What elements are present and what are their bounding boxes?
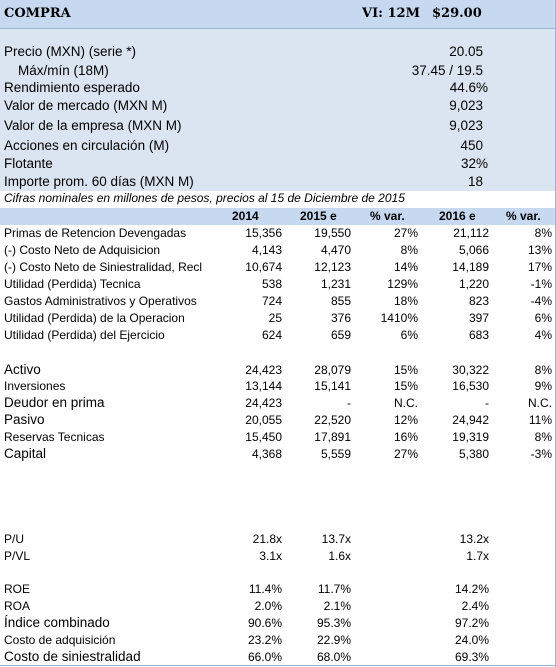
- row-value: 15,356: [245, 226, 282, 240]
- row-value: -4%: [530, 294, 552, 308]
- row-value: 1.7x: [466, 549, 489, 563]
- rating-label: COMPRA: [4, 6, 71, 21]
- info-row: [0, 44, 556, 63]
- table-row: [0, 581, 556, 598]
- row-value: 18%: [393, 294, 418, 308]
- row-label: (-) Costo Neto de Adquisicion: [4, 243, 161, 257]
- row-value: 2.4%: [461, 599, 489, 613]
- table-row: [0, 276, 556, 293]
- row-value: 4,470: [320, 243, 351, 257]
- row-value: 11.4%: [248, 582, 282, 596]
- row-label: ROA: [4, 599, 31, 613]
- row-label: Deudor en prima: [4, 395, 105, 410]
- row-value: 855: [330, 294, 351, 308]
- info-row: [0, 118, 556, 137]
- row-value: 11.7%: [317, 582, 351, 596]
- table-row: [0, 446, 556, 463]
- row-value: 3.1x: [259, 549, 282, 563]
- row-value: 15,141: [314, 379, 351, 393]
- row-value: 27%: [393, 226, 418, 240]
- table-row: [0, 327, 556, 344]
- row-value: 376: [330, 311, 351, 325]
- row-label: Gastos Administrativos y Operativos: [4, 294, 197, 308]
- table-row: [0, 429, 556, 446]
- row-value: 6%: [400, 328, 418, 342]
- info-row: [0, 80, 556, 99]
- row-value: 17,891: [314, 430, 351, 444]
- row-value: 17%: [527, 260, 552, 274]
- info-label: Valor de mercado (MXN M): [4, 98, 168, 113]
- row-value: 24.0%: [454, 633, 489, 647]
- info-row: [0, 138, 556, 157]
- info-label: Rendimiento esperado: [4, 80, 140, 95]
- row-value: 2.0%: [254, 599, 282, 613]
- row-value: 683: [468, 328, 489, 342]
- row-value: 12%: [393, 413, 418, 427]
- row-value: 5,380: [458, 447, 489, 461]
- row-value: 6%: [534, 311, 552, 325]
- row-label: Utilidad (Perdida) Tecnica: [4, 277, 141, 291]
- row-value: 10,674: [245, 260, 282, 274]
- col-2016e: 2016 e: [439, 209, 476, 223]
- row-value: 69.3%: [454, 650, 489, 664]
- col-var-2016: % var.: [506, 209, 541, 223]
- row-value: -: [485, 396, 489, 410]
- row-value: 624: [261, 328, 282, 342]
- info-label: Flotante: [4, 156, 53, 171]
- row-value: 27%: [393, 447, 418, 461]
- info-value: 37.45 / 19.5: [411, 63, 483, 78]
- row-value: N.C.: [528, 396, 552, 410]
- row-label: (-) Costo Neto de Siniestralidad, Recl: [4, 260, 203, 274]
- row-value: 22,520: [314, 413, 351, 427]
- table-row: [0, 598, 556, 615]
- table-row: [0, 310, 556, 327]
- info-row: [0, 156, 556, 175]
- col-var-2015: % var.: [370, 209, 405, 223]
- info-value: 9,023: [449, 118, 483, 133]
- info-value: 32%: [460, 156, 488, 171]
- row-value: 538: [261, 277, 282, 291]
- row-value: 16,530: [452, 379, 489, 393]
- row-value: 8%: [534, 226, 552, 240]
- row-value: 397: [468, 311, 489, 325]
- row-label: Reservas Tecnicas: [4, 430, 105, 444]
- info-value: 44.6%: [449, 80, 488, 95]
- row-label: Índice combinado: [4, 615, 110, 630]
- row-value: 19,550: [314, 226, 351, 240]
- row-value: 24,423: [245, 363, 282, 377]
- info-label: Valor de la empresa (MXN M): [4, 118, 182, 133]
- row-value: 66.0%: [247, 650, 282, 664]
- table-row: [0, 649, 556, 666]
- row-value: 11%: [528, 413, 552, 427]
- table-row: [0, 632, 556, 649]
- row-label: Costo de siniestralidad: [4, 649, 141, 664]
- info-value: 18: [467, 174, 483, 189]
- info-value: 20.05: [449, 44, 483, 59]
- row-value: 2.1%: [323, 599, 351, 613]
- table-header: [0, 208, 556, 225]
- row-value: 19,319: [452, 430, 489, 444]
- table-row: [0, 259, 556, 276]
- row-value: 14%: [393, 260, 418, 274]
- row-value: 15,450: [245, 430, 282, 444]
- row-value: -3%: [530, 447, 552, 461]
- row-value: 90.6%: [247, 616, 282, 630]
- table-row: [0, 378, 556, 395]
- row-value: 21,112: [453, 226, 489, 240]
- info-label: Máx/mín (18M): [18, 63, 109, 78]
- info-row: [0, 98, 556, 117]
- horizon-label: VI: 12M: [362, 6, 420, 21]
- info-value: 9,023: [449, 98, 483, 113]
- row-value: 15%: [393, 363, 418, 377]
- row-value: 15%: [393, 379, 418, 393]
- table-row: [0, 225, 556, 242]
- row-value: 30,322: [452, 363, 489, 377]
- row-value: 1,231: [320, 277, 351, 291]
- table-row: [0, 242, 556, 259]
- row-label: P/VL: [4, 549, 31, 563]
- row-value: 5,066: [458, 243, 489, 257]
- row-label: Activo: [4, 362, 41, 377]
- row-value: 13.7x: [321, 532, 351, 546]
- row-value: 1,220: [458, 277, 489, 291]
- row-value: 21.8x: [252, 532, 282, 546]
- table-row: [0, 362, 556, 379]
- row-value: 8%: [400, 243, 418, 257]
- row-value: 20,055: [245, 413, 282, 427]
- row-value: 1.6x: [328, 549, 351, 563]
- row-value: 23.2%: [247, 633, 282, 647]
- row-value: 12,123: [314, 260, 351, 274]
- row-value: 4%: [534, 328, 552, 342]
- row-value: 28,079: [314, 363, 351, 377]
- rating-header: [0, 0, 556, 29]
- table-row: [0, 293, 556, 310]
- row-label: P/U: [4, 532, 25, 546]
- row-value: 14,189: [452, 260, 489, 274]
- col-2014: 2014: [232, 209, 259, 223]
- row-value: 129%: [387, 277, 418, 291]
- row-label: ROE: [4, 582, 31, 596]
- row-label: Inversiones: [4, 379, 66, 393]
- row-value: 823: [468, 294, 489, 308]
- row-value: 14.2%: [454, 582, 489, 596]
- table-row: [0, 412, 556, 429]
- row-value: 8%: [534, 430, 552, 444]
- row-value: 4,368: [251, 447, 282, 461]
- row-value: 16%: [393, 430, 418, 444]
- row-value: 25: [268, 311, 282, 325]
- row-label: Pasivo: [4, 412, 45, 427]
- row-label: Utilidad (Perdida) del Ejercicio: [4, 328, 165, 342]
- info-label: Precio (MXN) (serie *): [4, 44, 137, 59]
- row-value: 97.2%: [454, 616, 489, 630]
- row-value: 13,144: [245, 379, 282, 393]
- row-value: 24,423: [245, 396, 282, 410]
- info-label: Importe prom. 60 días (MXN M): [4, 174, 194, 189]
- info-label: Acciones en circulación (M): [4, 138, 170, 153]
- row-value: N.C.: [394, 396, 418, 410]
- row-value: 13.2x: [459, 532, 489, 546]
- row-value: 68.0%: [316, 650, 351, 664]
- figures-note: Cifras nominales en millones de pesos, precios al 15 de Diciembre de 2015: [4, 191, 405, 205]
- row-value: 8%: [534, 363, 552, 377]
- table-row: [0, 531, 556, 548]
- row-value: 22.9%: [316, 633, 351, 647]
- row-value: 4,143: [251, 243, 282, 257]
- row-value: 659: [330, 328, 351, 342]
- info-value: 450: [460, 138, 483, 153]
- row-value: -1%: [530, 277, 552, 291]
- stock-info-panel: [0, 29, 556, 191]
- bottom-border: [0, 665, 556, 666]
- row-label: Utilidad (Perdida) de la Operacion: [4, 311, 185, 325]
- table-row: [0, 548, 556, 565]
- row-value: 95.3%: [316, 616, 351, 630]
- row-label: Costo de adquisición: [4, 633, 116, 647]
- row-value: -: [347, 396, 351, 410]
- table-row: [0, 395, 556, 412]
- target-price: $29.00: [432, 6, 482, 21]
- row-value: 724: [261, 294, 282, 308]
- table-row: [0, 615, 556, 632]
- row-value: 1410%: [380, 311, 418, 325]
- row-label: Primas de Retencion Devengadas: [4, 226, 187, 240]
- col-2015e: 2015 e: [300, 209, 337, 223]
- row-value: 24,942: [452, 413, 489, 427]
- row-value: 5,559: [320, 447, 351, 461]
- row-value: 13%: [527, 243, 552, 257]
- row-value: 9%: [534, 379, 552, 393]
- row-label: Capital: [4, 446, 47, 461]
